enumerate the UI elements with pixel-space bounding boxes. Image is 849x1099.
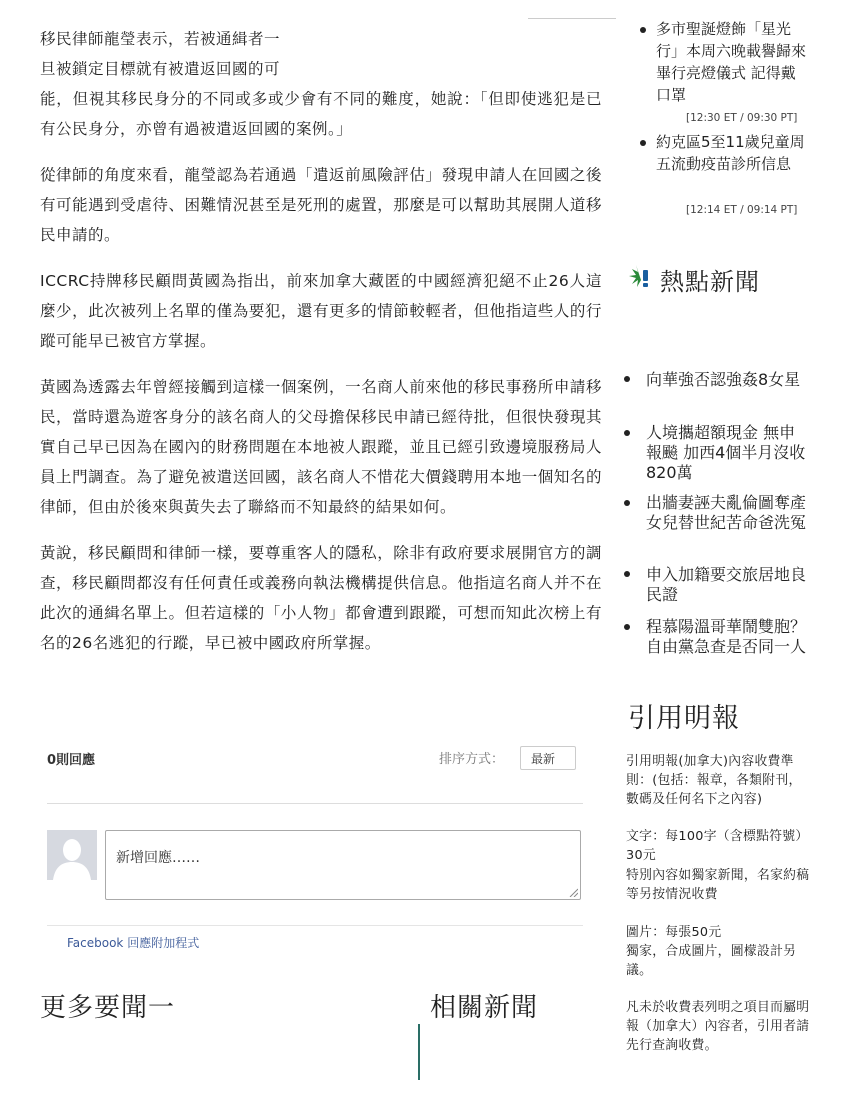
hot-news-item[interactable]: 出牆妻誣夫亂倫圖奪產 女兒替世紀苦命爸洗冤 [646,493,807,532]
bullet-icon [624,571,630,577]
bullet-icon [640,27,646,33]
article-paragraph: 移民律師龍瑩表示，若被通緝者一 [40,30,281,48]
hot-news-item[interactable]: 申入加籍要交旅居地良民證 [646,565,807,604]
article-paragraph: 從律師的角度來看，龍瑩認為若通過「遣返前風險評估」發現申請人在回國之後有可能遇到受虐待、困難情況甚至是死刑的處置，那麼是可以幫助其展開人道移民申請的。 [40,166,602,244]
top-rule [528,18,616,19]
avatar [47,830,97,880]
hot-news-item[interactable]: 程慕陽溫哥華鬧雙胞？自由黨急查是否同一人 [646,617,807,656]
quote-text: 引用明報(加拿大)內容收費準則：(包括：報章，各類附刊，數碼及任何名下之內容) [626,754,802,807]
quote-text: 獨家，合成圖片，圖檬設計另議。 [626,944,797,978]
article-paragraph: 黃國為透露去年曾經接觸到這樣一個案例，一名商人前來他的移民事務所申請移民，當時還為遊客身分的該名商人的父母擔保移民申請已經待批，但很快發現其實自己早已因為在國內的財務問題在本地被人跟蹤，並且已經引致邊境服務局人員上門調查。為了避免被遣送回國，該名商人不惜花大價錢聘用本地一個知名的律師，但由於後來與黃失去了聯絡而不知最終的結果如何。 [40,378,602,516]
bullet-icon [624,430,630,436]
article-paragraph: 黃說，移民顧問和律師一樣，要尊重客人的隱私，除非有政府要求展開官方的調查，移民顧問都沒有任何責任或義務向執法機構提供信息。他指這名商人并不在此次的通緝名單上。但若這樣的「小人物」都會遭到跟蹤，可想而知此次榜上有名的26名逃犯的行蹤，早已被中國政府所掌握。 [40,544,602,652]
news-timestamp: [12:14 ET / 09:14 PT] [686,204,798,216]
resize-grip-icon[interactable] [568,887,578,897]
bullet-icon [624,500,630,506]
quote-title: 引用明報 [628,703,740,734]
bullet-icon [624,376,630,382]
comment-input[interactable]: 新增回應…… [105,830,581,900]
hot-news-item[interactable]: 向華強否認強姦8女星 [646,370,801,389]
facebook-plugin-link[interactable]: Facebook 回應附加程式 [67,936,200,950]
hot-news-item[interactable]: 人境攜超額現金 無申報飈 加西4個半月沒收820萬 [646,423,806,482]
quote-text: 圖片：每張50元 [626,925,722,940]
comments-divider [47,803,583,804]
comments-header [47,746,577,774]
quote-text: 凡未於收費表列明之項目而屬明報（加拿大）內容者，引用者請先行查詢收費。 [626,1000,810,1053]
article-body [40,24,602,674]
bullet-icon [640,140,646,146]
quote-text: 文字：每100字（含標點符號）30元 [626,829,809,863]
related-news-title: 相關新聞 [430,993,539,1023]
sort-select[interactable]: 最新 [520,746,576,770]
article-paragraph: 旦被鎖定目標就有被遣返回國的可 [40,60,281,78]
news-timestamp: [12:30 ET / 09:30 PT] [686,112,798,124]
sidebar-news-item[interactable]: 約克區5至11歲兒童周五流動疫苗診所信息 [656,133,805,173]
more-news-title: 更多要聞一 [40,993,176,1023]
bullet-icon [624,624,630,630]
hot-news-icon [628,263,654,289]
related-news-accent [418,1024,420,1080]
sidebar-news-item[interactable]: 多市聖誕燈飾「星光行」本周六晚載譽歸來畢行亮燈儀式 記得戴口罩 [656,20,807,104]
article-paragraph: 能，但視其移民身分的不同或多或少會有不同的難度，她說：「但即使逃犯是已有公民身分，亦曾有過被遣返回國的案例。」 [40,90,602,138]
user-silhouette-icon [47,830,97,880]
article-paragraph: ICCRC持牌移民顧問黃國為指出，前來加拿大藏匿的中國經濟犯絕不止26人這麼少，此次被列上名單的僅為要犯，還有更多的情節較輕者，但他指這些人的行蹤可能早已被官方掌握。 [40,272,602,350]
comments-count: 0則回應 [47,753,96,768]
plugin-divider [47,925,583,926]
sort-label: 排序方式： [439,752,505,767]
quote-text: 特別內容如獨家新聞，名家約稿等另按情況收費 [626,868,810,902]
hot-news-title: 熱點新聞 [660,268,760,296]
